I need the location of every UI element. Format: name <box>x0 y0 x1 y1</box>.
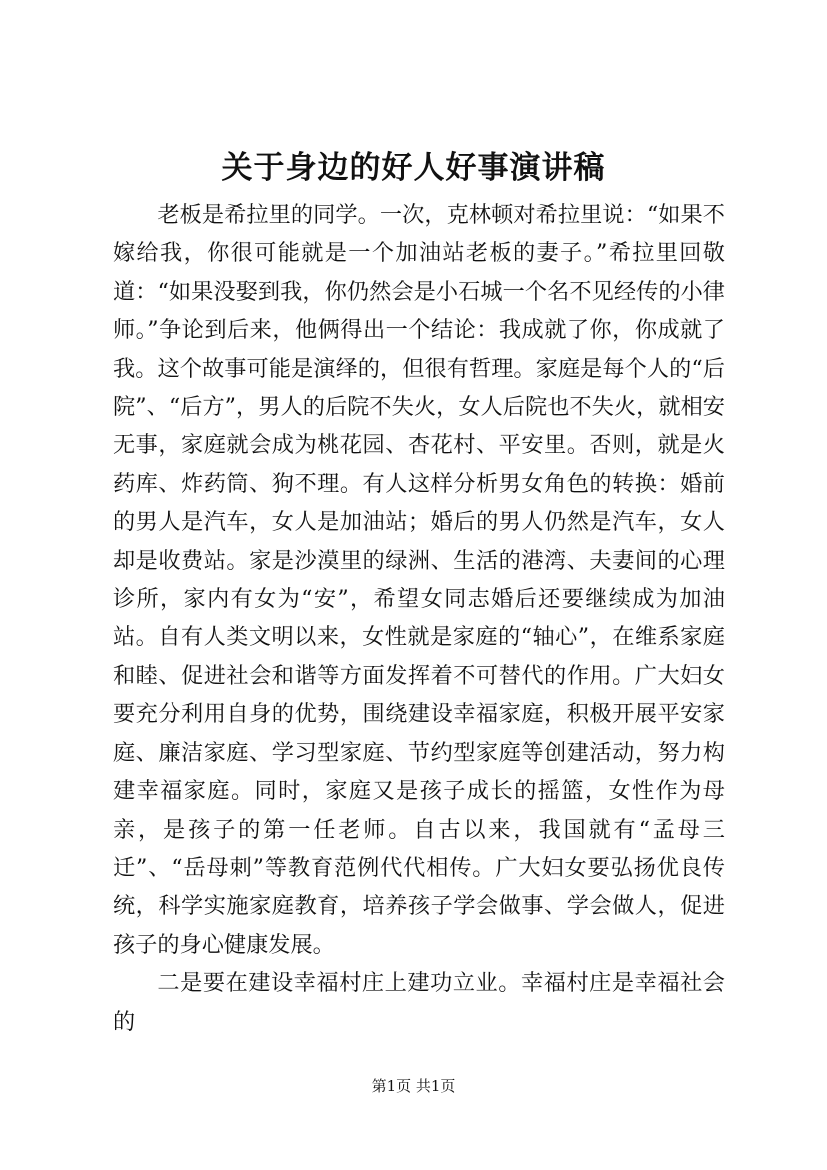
document-body <box>113 196 725 1041</box>
paragraph: 老板是希拉里的同学。一次，克林顿对希拉里说：“如果不嫁给我，你很可能就是一个加油站老板的妻子。”希拉里回敬道：“如果没娶到我，你仍然会是小石城一个名不见经传的小律师。”争论到后来，他俩得出一个结论：我成就了你，你成就了我。这个故事可能是演绎的，但很有哲理。家庭是每个人的“后院”、“后方”，男人的后院不失火，女人后院也不失火，就相安无事，家庭就会成为桃花园、杏花村、平安里。否则，就是火药库、炸药筒、狗不理。有人这样分析男女角色的转换：婚前的男人是汽车，女人是加油站；婚后的男人仍然是汽车，女人却是收费站。家是沙漠里的绿洲、生活的港湾、夫妻间的心理诊所，家内有女为“安”，希望女同志婚后还要继续成为加油站。自有人类文明以来，女性就是家庭的“轴心”，在维系家庭和睦、促进社会和谐等方面发挥着不可替代的作用。广大妇女要充分利用自身的优势，围绕建设幸福家庭，积极开展平安家庭、廉洁家庭、学习型家庭、节约型家庭等创建活动，努力构建幸福家庭。同时，家庭又是孩子成长的摇篮，女性作为母亲，是孩子的第一任老师。自古以来，我国就有“孟母三迁”、“岳母刺”等教育范例代代相传。广大妇女要弘扬优良传统，科学实施家庭教育，培养孩子学会做事、学会做人，促进孩子的身心健康发展。 <box>113 202 725 958</box>
paragraph: 二是要在建设幸福村庄上建功立业。幸福村庄是幸福社会的 <box>113 970 725 1035</box>
document-title: 关于身边的好人好事演讲稿 <box>221 150 606 186</box>
page-footer: 第1页 共1页 <box>371 1077 456 1095</box>
